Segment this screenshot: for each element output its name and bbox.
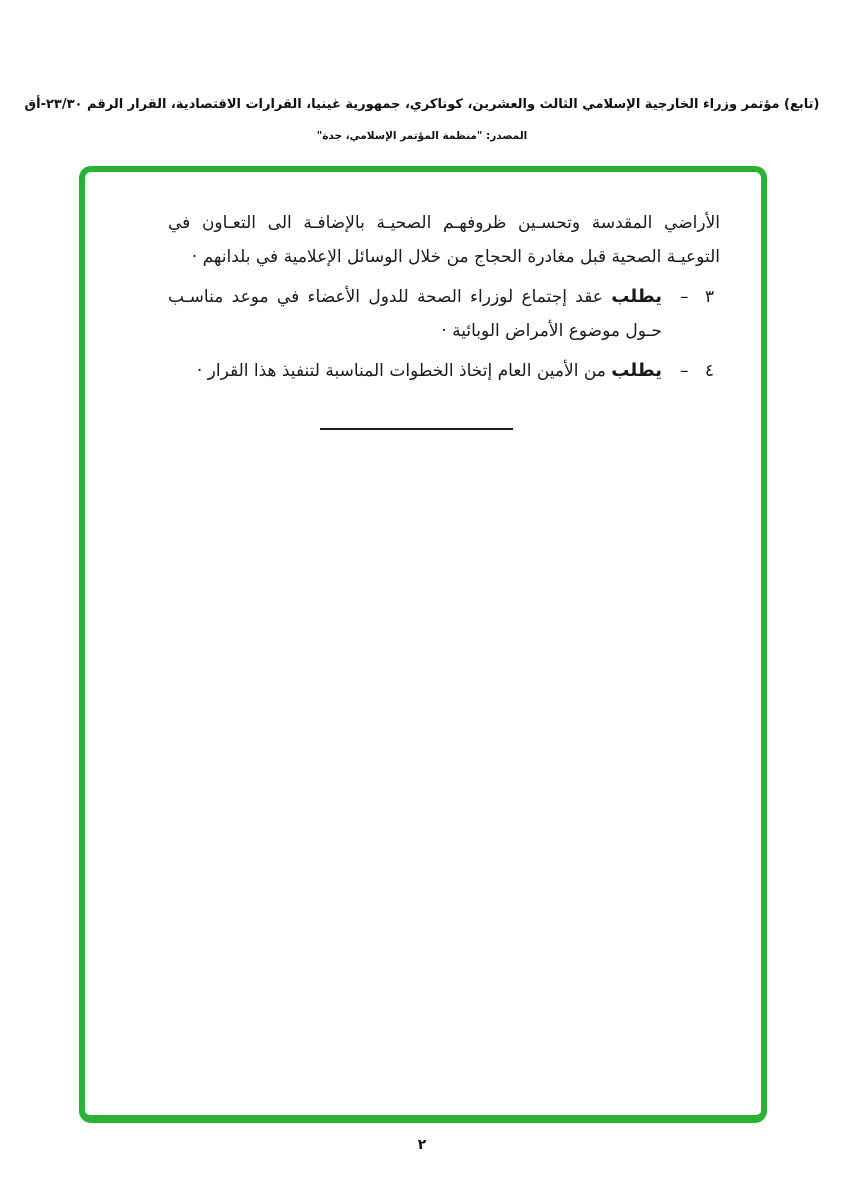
resolution-item-4 [168,354,720,388]
item-4-dash: – [680,361,689,381]
page-number: ٢ [417,1137,427,1153]
item-4-marker [662,354,720,388]
section-divider [320,428,513,430]
item-3-number: ٣ [704,287,714,307]
item-3-verb: يطلب [611,286,662,307]
resolution-text-block [168,206,720,430]
item-4-verb: يطلب [611,360,662,381]
continuation-paragraph: الأراضي المقدسة وتحسـين ظروفهـم الصحيـة بالإضافـة الى التعـاون في التوعيـة الصحية قبل مغادرة الحجاج من خلال الوسائل الإعلامية في بلدانهم · [168,213,720,267]
item-4-number: ٤ [704,361,714,381]
resolution-item-3 [168,280,720,348]
item-4-text [168,354,662,388]
item-4-body: من الأمين العام إتخاذ الخطوات المناسبة لتنفيذ هذا القرار · [196,361,606,381]
item-3-body: عقد إجتماع لوزراء الصحة للدول الأعضاء في موعد مناسـب حـول موضوع الأمراض الوبائية · [168,287,662,341]
item-3-dash: – [680,287,689,307]
header-source: المصدر: "منظمة المؤتمر الإسلامي، جدة" [316,130,528,142]
item-3-text [168,280,662,348]
header-title: (تابع) مؤتمر وزراء الخارجية الإسلامي الثالث والعشرين، كوناكري، جمهورية غينيا، القرارات الاقتصادية، القرار الرقم ٢٣/٣٠-أق [24,97,820,112]
item-3-marker [662,280,720,348]
